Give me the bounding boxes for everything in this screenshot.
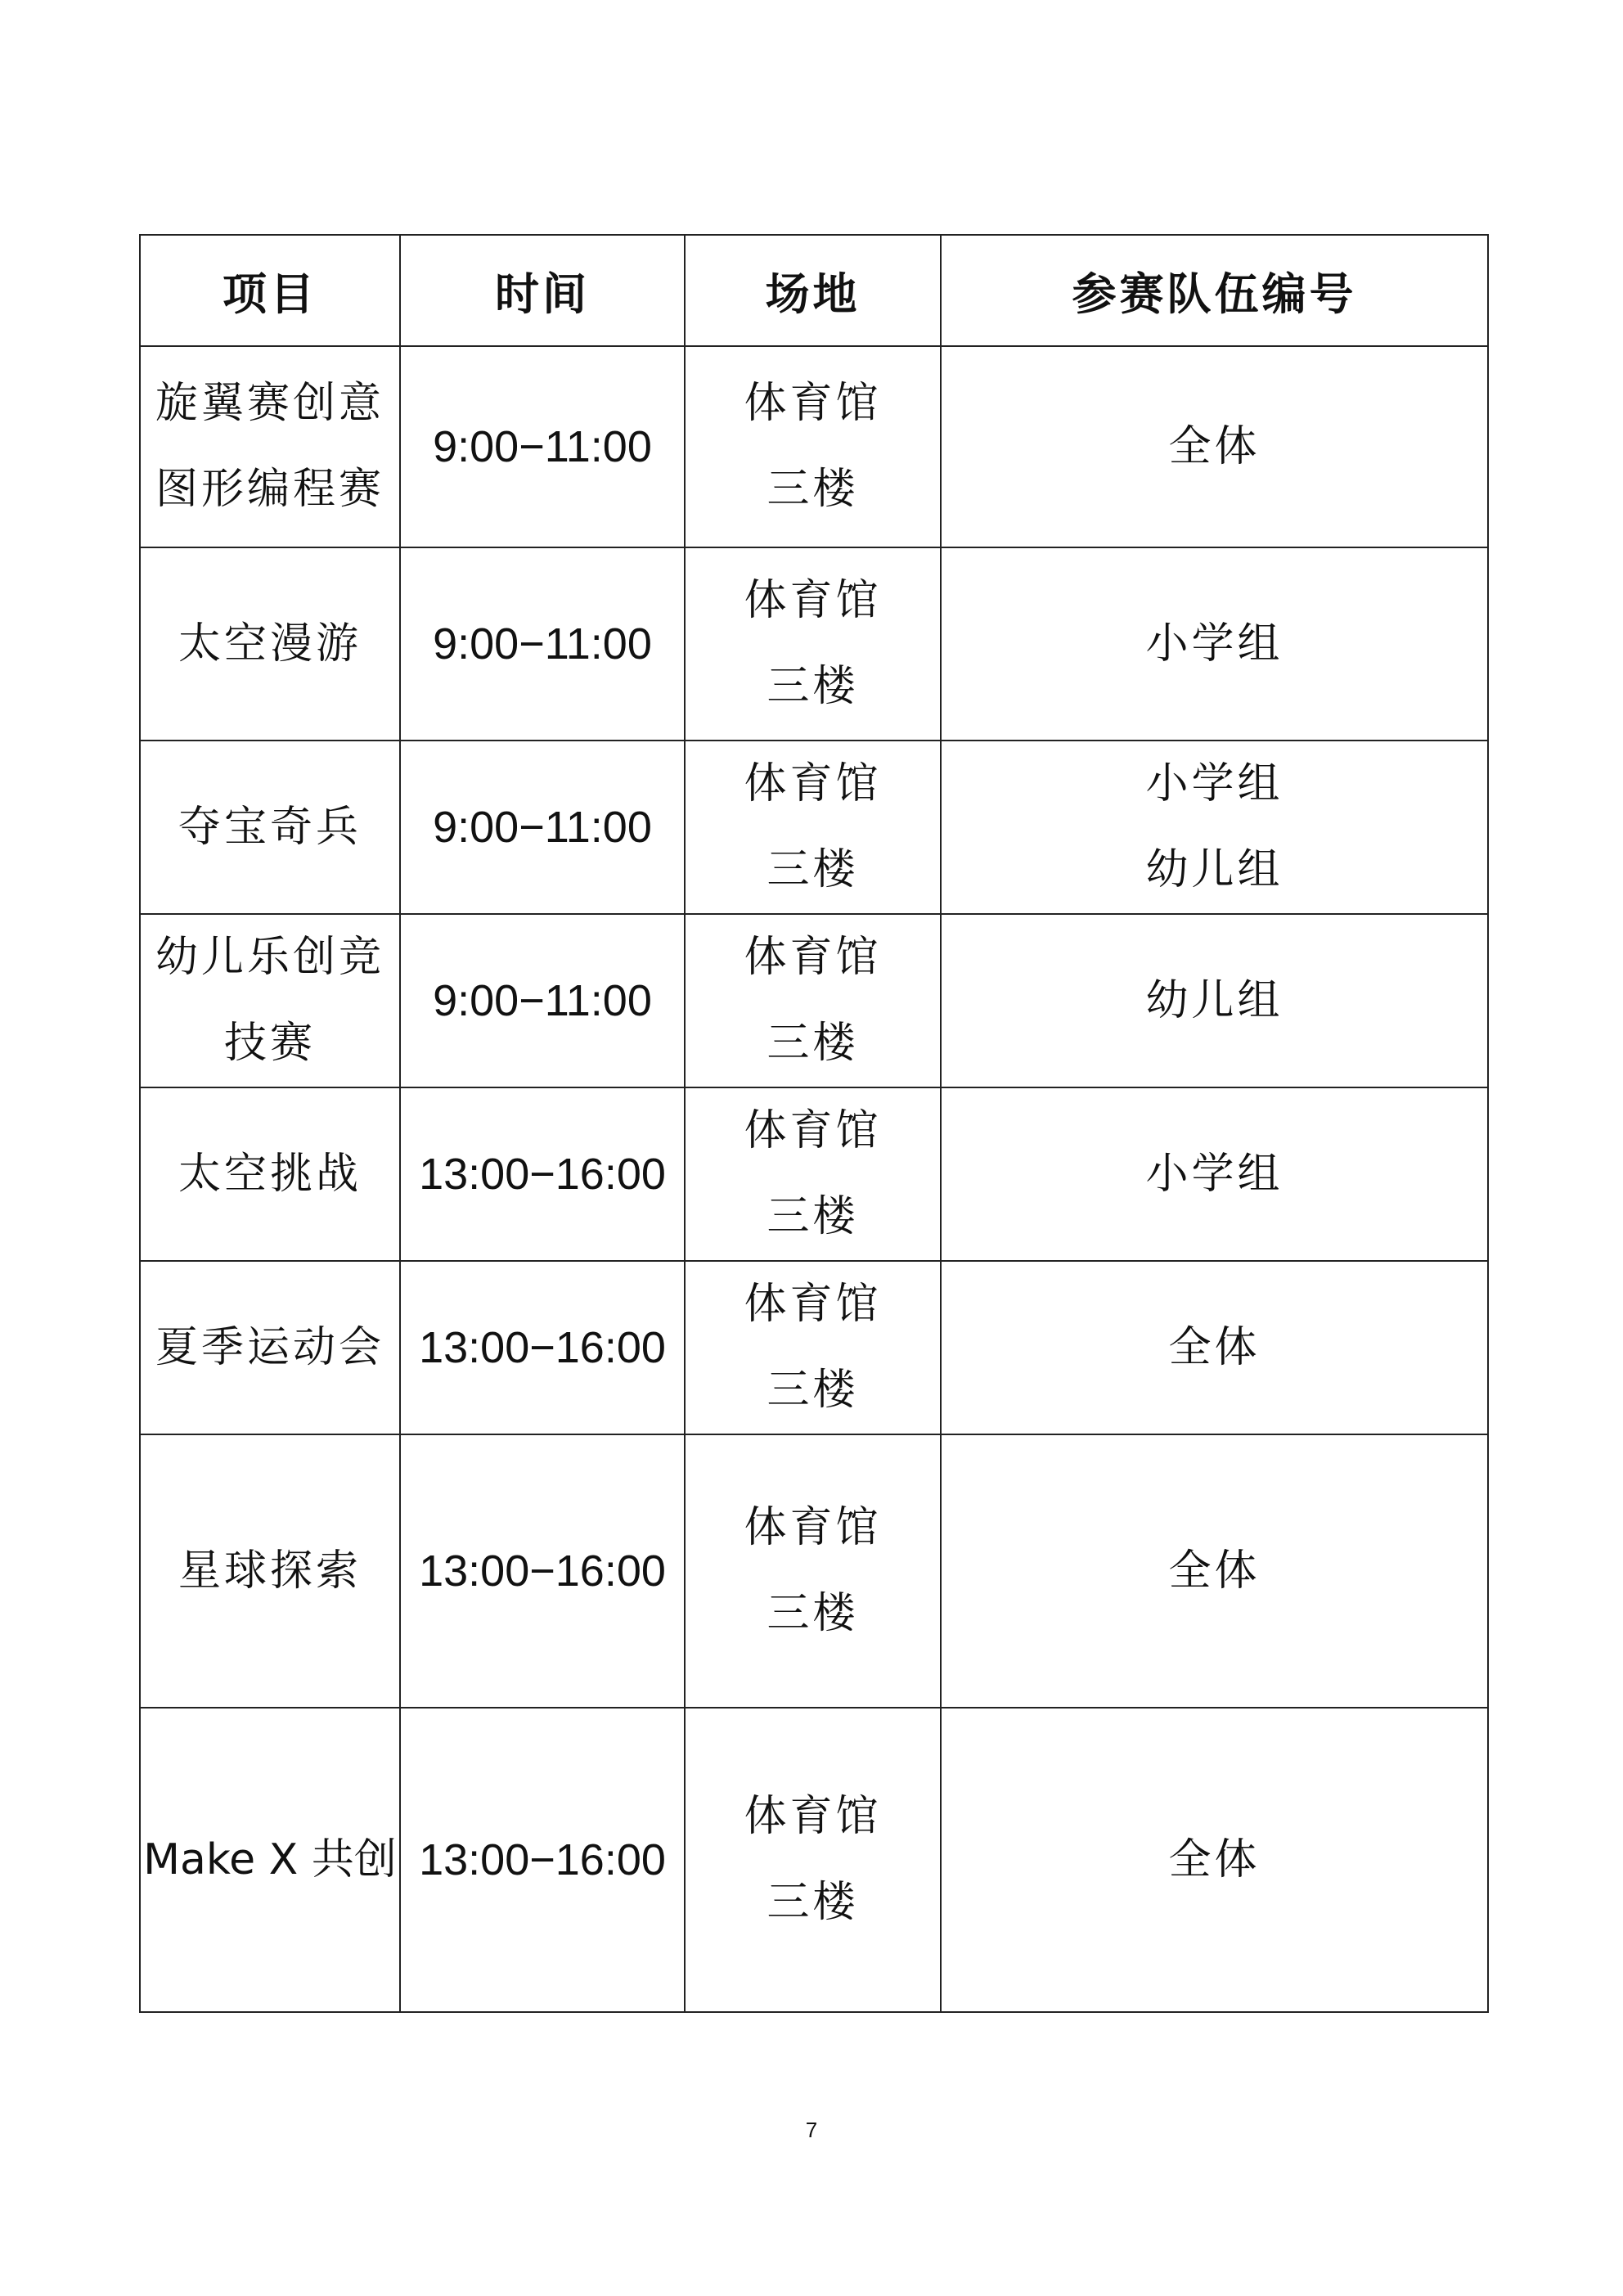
venue-cell xyxy=(685,914,941,1087)
teams-cell xyxy=(941,1434,1488,1708)
project-name-line: 星球探索 xyxy=(178,1546,362,1596)
venue-line: 三楼 xyxy=(767,1366,859,1415)
project-name-line: 夺宝奇兵 xyxy=(178,802,362,852)
header-row xyxy=(140,235,1488,346)
project-name-line: 夏季运动会 xyxy=(155,1322,384,1372)
project-name-line: 太空漫游 xyxy=(178,619,362,669)
project-name-line: 旋翼赛创意 xyxy=(155,379,384,428)
venue-line: 体育馆 xyxy=(744,1280,882,1329)
time-cell: 13:00−16:00 xyxy=(400,1434,685,1708)
project-cell xyxy=(140,914,400,1087)
project-cell xyxy=(140,1708,400,2012)
time-cell: 9:00−11:00 xyxy=(400,346,685,547)
project-name-line: 太空挑战 xyxy=(178,1149,362,1199)
project-cell xyxy=(140,1261,400,1434)
project-cell xyxy=(140,741,400,914)
teams-line: 全体 xyxy=(1168,1322,1261,1372)
venue-cell xyxy=(685,741,941,914)
venue-line: 三楼 xyxy=(767,1192,859,1241)
venue-line: 体育馆 xyxy=(744,1792,882,1841)
venue-line: 体育馆 xyxy=(744,759,882,808)
teams-line: 幼儿组 xyxy=(1145,845,1284,894)
teams-line: 小学组 xyxy=(1145,1149,1284,1199)
time-cell: 9:00−11:00 xyxy=(400,914,685,1087)
venue-cell xyxy=(685,1087,941,1261)
venue-cell xyxy=(685,346,941,547)
header-venue: 场地 xyxy=(685,235,941,346)
venue-line: 三楼 xyxy=(767,1019,859,1068)
project-cell xyxy=(140,547,400,741)
project-cell xyxy=(140,1434,400,1708)
teams-cell xyxy=(941,1708,1488,2012)
venue-line: 体育馆 xyxy=(744,576,882,625)
header-project: 项目 xyxy=(140,235,400,346)
venue-cell xyxy=(685,1434,941,1708)
time-cell: 9:00−11:00 xyxy=(400,547,685,741)
project-cell xyxy=(140,1087,400,1261)
teams-line: 幼儿组 xyxy=(1145,975,1284,1025)
venue-line: 体育馆 xyxy=(744,1106,882,1155)
table-row xyxy=(140,914,1488,1087)
project-cell xyxy=(140,346,400,547)
teams-cell xyxy=(941,741,1488,914)
schedule-table xyxy=(139,234,1489,2013)
venue-cell xyxy=(685,547,941,741)
teams-cell xyxy=(941,1087,1488,1261)
header-team-numbers: 参赛队伍编号 xyxy=(941,235,1488,346)
page-number: 7 xyxy=(805,2118,818,2142)
teams-cell xyxy=(941,547,1488,741)
teams-line: 全体 xyxy=(1168,421,1261,471)
table-row xyxy=(140,1434,1488,1708)
venue-line: 三楼 xyxy=(767,662,859,711)
teams-line: 全体 xyxy=(1168,1546,1261,1596)
table-row xyxy=(140,547,1488,741)
venue-line: 三楼 xyxy=(767,845,859,894)
project-name-line: 图形编程赛 xyxy=(155,465,384,514)
venue-line: 体育馆 xyxy=(744,1503,882,1552)
teams-line: 全体 xyxy=(1168,1835,1261,1884)
project-name-line: 幼儿乐创竞 xyxy=(155,933,384,982)
time-cell: 9:00−11:00 xyxy=(400,741,685,914)
venue-line: 三楼 xyxy=(767,1589,859,1638)
teams-line: 小学组 xyxy=(1145,759,1284,808)
header-time: 时间 xyxy=(400,235,685,346)
time-cell: 13:00−16:00 xyxy=(400,1708,685,2012)
table-row xyxy=(140,1708,1488,2012)
teams-line: 小学组 xyxy=(1145,619,1284,669)
project-name-line: Make X 共创 xyxy=(143,1835,397,1884)
time-cell: 13:00−16:00 xyxy=(400,1087,685,1261)
time-cell: 13:00−16:00 xyxy=(400,1261,685,1434)
project-name-line: 技赛 xyxy=(223,1019,316,1068)
venue-line: 三楼 xyxy=(767,465,859,514)
table-row xyxy=(140,1261,1488,1434)
venue-cell xyxy=(685,1708,941,2012)
table-row xyxy=(140,1087,1488,1261)
venue-line: 体育馆 xyxy=(744,379,882,428)
table-row xyxy=(140,346,1488,547)
teams-cell xyxy=(941,914,1488,1087)
venue-line: 三楼 xyxy=(767,1878,859,1927)
table-row xyxy=(140,741,1488,914)
venue-line: 体育馆 xyxy=(744,933,882,982)
venue-cell xyxy=(685,1261,941,1434)
teams-cell xyxy=(941,346,1488,547)
teams-cell xyxy=(941,1261,1488,1434)
